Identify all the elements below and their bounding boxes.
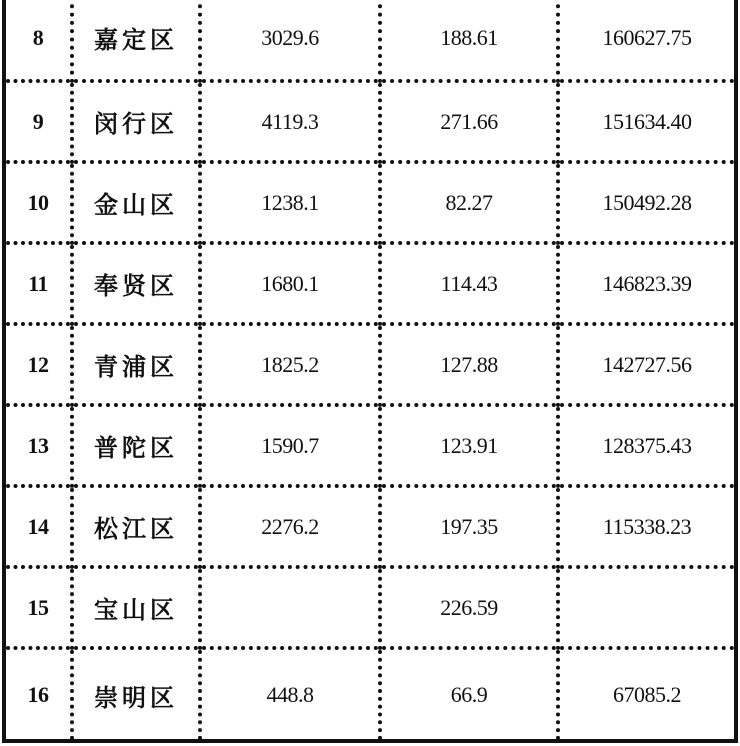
data-table [6, 0, 734, 740]
rank-cell: 9 [6, 81, 72, 162]
district-cell: 宝山区 [72, 567, 200, 648]
population-cell: 82.27 [380, 162, 558, 243]
rank-cell: 15 [6, 567, 72, 648]
population-cell: 188.61 [380, 0, 558, 81]
gdp-cell: 1238.1 [200, 162, 380, 243]
district-cell: 金山区 [72, 162, 200, 243]
rank-cell: 16 [6, 648, 72, 740]
gdp-cell: 1825.2 [200, 324, 380, 405]
rank-cell: 14 [6, 486, 72, 567]
population-cell: 197.35 [380, 486, 558, 567]
district-cell: 松江区 [72, 486, 200, 567]
table-row [6, 405, 734, 486]
table-row [6, 162, 734, 243]
per-capita-cell: 115338.23 [558, 486, 734, 567]
gdp-cell: 2276.2 [200, 486, 380, 567]
table-row [6, 243, 734, 324]
district-cell: 普陀区 [72, 405, 200, 486]
population-cell: 123.91 [380, 405, 558, 486]
per-capita-cell: 142727.56 [558, 324, 734, 405]
district-cell: 嘉定区 [72, 0, 200, 81]
table-row [6, 567, 734, 648]
table-row [6, 648, 734, 740]
district-cell: 崇明区 [72, 648, 200, 740]
per-capita-cell: 160627.75 [558, 0, 734, 81]
per-capita-cell: 146823.39 [558, 243, 734, 324]
rank-cell: 11 [6, 243, 72, 324]
population-cell: 127.88 [380, 324, 558, 405]
district-cell: 奉贤区 [72, 243, 200, 324]
table-row [6, 486, 734, 567]
population-cell: 66.9 [380, 648, 558, 740]
population-cell: 271.66 [380, 81, 558, 162]
rank-cell: 10 [6, 162, 72, 243]
gdp-cell [200, 567, 380, 648]
per-capita-cell: 151634.40 [558, 81, 734, 162]
per-capita-cell: 67085.2 [558, 648, 734, 740]
table-row [6, 324, 734, 405]
district-gdp-table [2, 0, 738, 743]
per-capita-cell [558, 567, 734, 648]
rank-cell: 8 [32, 24, 44, 50]
table-row [6, 81, 734, 162]
rank-cell: 12 [6, 324, 72, 405]
per-capita-cell: 150492.28 [558, 162, 734, 243]
population-cell: 226.59 [380, 567, 558, 648]
table-row [6, 0, 734, 81]
gdp-cell: 1680.1 [200, 243, 380, 324]
gdp-cell: 4119.3 [200, 81, 380, 162]
district-cell: 青浦区 [72, 324, 200, 405]
district-cell: 闵行区 [72, 81, 200, 162]
rank-cell: 13 [6, 405, 72, 486]
gdp-cell: 1590.7 [200, 405, 380, 486]
per-capita-cell: 128375.43 [558, 405, 734, 486]
gdp-cell: 3029.6 [200, 0, 380, 81]
gdp-cell: 448.8 [200, 648, 380, 740]
population-cell: 114.43 [380, 243, 558, 324]
